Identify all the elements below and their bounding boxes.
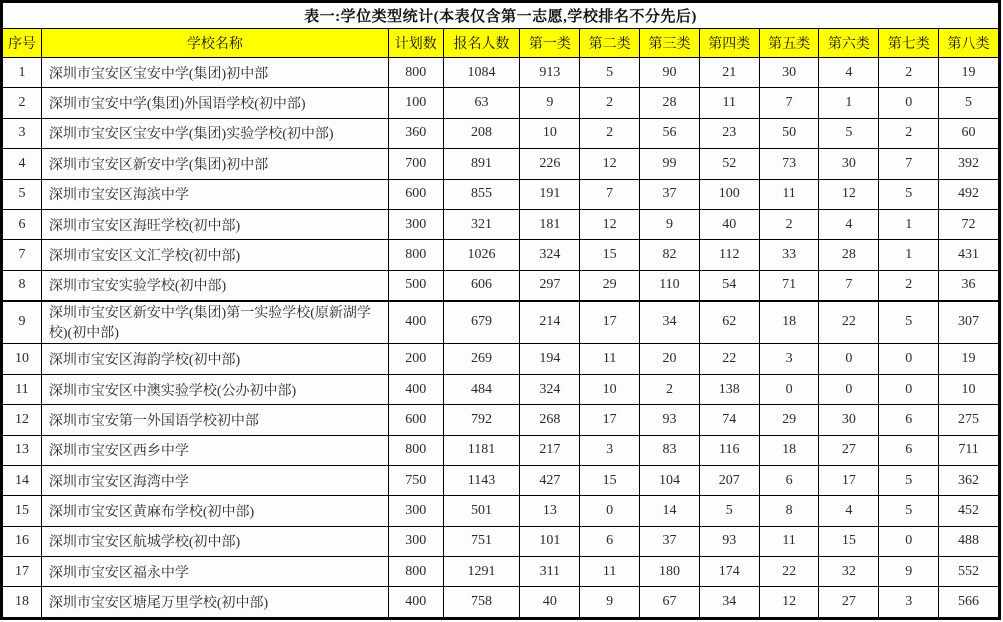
applicant-count-cell: 484 [443,374,520,404]
header-cell: 第三类 [640,29,700,58]
category-count-cell: 18 [759,301,819,344]
category-count-cell: 15 [580,465,640,495]
category-count-cell: 2 [580,88,640,118]
category-count-cell: 54 [699,270,759,300]
category-count-cell: 21 [699,58,759,88]
category-count-cell: 3 [580,435,640,465]
category-count-cell: 15 [580,240,640,270]
school-name-cell: 深圳市宝安实验学校(初中部) [41,270,388,300]
plan-count-cell: 500 [388,270,443,300]
table-row [3,88,999,118]
category-count-cell: 4 [819,209,879,239]
category-count-cell: 17 [580,405,640,435]
category-count-cell: 324 [520,374,580,404]
category-count-cell: 67 [640,587,700,618]
applicant-count-cell: 758 [443,587,520,618]
row-number-cell: 5 [3,179,42,209]
plan-count-cell: 400 [388,374,443,404]
category-count-cell: 5 [939,88,999,118]
category-count-cell: 56 [640,118,700,148]
category-count-cell: 0 [879,526,939,556]
school-name-cell: 深圳市宝安区宝安中学(集团)实验学校(初中部) [41,118,388,148]
row-number-cell: 7 [3,240,42,270]
category-count-cell: 194 [520,344,580,374]
category-count-cell: 27 [819,587,879,618]
row-number-cell: 11 [3,374,42,404]
category-count-cell: 5 [879,179,939,209]
category-count-cell: 62 [699,301,759,344]
category-count-cell: 12 [759,587,819,618]
header-cell: 第一类 [520,29,580,58]
school-name-cell: 深圳市宝安区海湾中学 [41,465,388,495]
category-count-cell: 0 [879,374,939,404]
category-count-cell: 214 [520,301,580,344]
school-name-cell: 深圳市宝安区宝安中学(集团)初中部 [41,58,388,88]
school-name-cell: 深圳市宝安中学(集团)外国语学校(初中部) [41,88,388,118]
header-cell: 第四类 [699,29,759,58]
category-count-cell: 11 [580,557,640,587]
category-count-cell: 7 [819,270,879,300]
category-count-cell: 110 [640,270,700,300]
category-count-cell: 0 [879,88,939,118]
applicant-count-cell: 321 [443,209,520,239]
school-name-cell: 深圳市宝安区海滨中学 [41,179,388,209]
category-count-cell: 1 [879,209,939,239]
category-count-cell: 0 [580,496,640,526]
applicant-count-cell: 855 [443,179,520,209]
applicant-count-cell: 1181 [443,435,520,465]
category-count-cell: 2 [879,58,939,88]
table-row [3,496,999,526]
category-count-cell: 72 [939,209,999,239]
category-count-cell: 2 [759,209,819,239]
category-count-cell: 22 [819,301,879,344]
category-count-cell: 32 [819,557,879,587]
applicant-count-cell: 679 [443,301,520,344]
category-count-cell: 5 [879,301,939,344]
row-number-cell: 1 [3,58,42,88]
plan-count-cell: 750 [388,465,443,495]
plan-count-cell: 600 [388,405,443,435]
category-count-cell: 174 [699,557,759,587]
row-number-cell: 12 [3,405,42,435]
category-count-cell: 100 [699,179,759,209]
row-number-cell: 15 [3,496,42,526]
category-count-cell: 23 [699,118,759,148]
category-count-cell: 6 [879,435,939,465]
category-count-cell: 6 [879,405,939,435]
school-name-cell: 深圳市宝安区航城学校(初中部) [41,526,388,556]
category-count-cell: 1 [819,88,879,118]
plan-count-cell: 300 [388,209,443,239]
category-count-cell: 5 [819,118,879,148]
header-cell: 第二类 [580,29,640,58]
category-count-cell: 12 [580,149,640,179]
category-count-cell: 37 [640,179,700,209]
category-count-cell: 488 [939,526,999,556]
table-row [3,374,999,404]
category-count-cell: 33 [759,240,819,270]
category-count-cell: 207 [699,465,759,495]
applicant-count-cell: 501 [443,496,520,526]
category-count-cell: 8 [759,496,819,526]
category-count-cell: 362 [939,465,999,495]
category-count-cell: 12 [819,179,879,209]
category-count-cell: 52 [699,149,759,179]
category-count-cell: 311 [520,557,580,587]
school-name-cell: 深圳市宝安区西乡中学 [41,435,388,465]
plan-count-cell: 700 [388,149,443,179]
category-count-cell: 566 [939,587,999,618]
table-row [3,465,999,495]
category-count-cell: 7 [580,179,640,209]
category-count-cell: 181 [520,209,580,239]
category-count-cell: 13 [520,496,580,526]
school-name-cell: 深圳市宝安区海旺学校(初中部) [41,209,388,239]
category-count-cell: 50 [759,118,819,148]
category-count-cell: 0 [879,344,939,374]
row-number-cell: 8 [3,270,42,300]
row-number-cell: 18 [3,587,42,618]
category-count-cell: 324 [520,240,580,270]
plan-count-cell: 300 [388,496,443,526]
table-row [3,587,999,618]
plan-count-cell: 800 [388,58,443,88]
category-count-cell: 9 [520,88,580,118]
category-count-cell: 29 [759,405,819,435]
category-count-cell: 34 [699,587,759,618]
applicant-count-cell: 1291 [443,557,520,587]
category-count-cell: 427 [520,465,580,495]
category-count-cell: 11 [759,179,819,209]
category-count-cell: 116 [699,435,759,465]
category-count-cell: 1 [879,240,939,270]
category-count-cell: 74 [699,405,759,435]
category-count-cell: 5 [879,465,939,495]
row-number-cell: 3 [3,118,42,148]
category-count-cell: 17 [580,301,640,344]
applicant-count-cell: 606 [443,270,520,300]
school-name-cell: 深圳市宝安区中澳实验学校(公办初中部) [41,374,388,404]
category-count-cell: 4 [819,58,879,88]
row-number-cell: 13 [3,435,42,465]
category-count-cell: 18 [759,435,819,465]
category-count-cell: 19 [939,58,999,88]
header-cell: 学校名称 [41,29,388,58]
category-count-cell: 226 [520,149,580,179]
category-count-cell: 27 [819,435,879,465]
table-row [3,405,999,435]
category-count-cell: 2 [879,118,939,148]
category-count-cell: 7 [759,88,819,118]
header-cell: 第五类 [759,29,819,58]
category-count-cell: 60 [939,118,999,148]
category-count-cell: 112 [699,240,759,270]
degree-type-statistics-table [2,2,999,618]
category-count-cell: 711 [939,435,999,465]
row-number-cell: 14 [3,465,42,495]
category-count-cell: 275 [939,405,999,435]
school-name-cell: 深圳市宝安第一外国语学校初中部 [41,405,388,435]
table-row [3,118,999,148]
row-number-cell: 6 [3,209,42,239]
category-count-cell: 37 [640,526,700,556]
category-count-cell: 913 [520,58,580,88]
category-count-cell: 71 [759,270,819,300]
plan-count-cell: 200 [388,344,443,374]
school-name-cell: 深圳市宝安区文汇学校(初中部) [41,240,388,270]
category-count-cell: 9 [879,557,939,587]
category-count-cell: 30 [819,149,879,179]
header-cell: 第七类 [879,29,939,58]
plan-count-cell: 400 [388,587,443,618]
row-number-cell: 9 [3,301,42,344]
category-count-cell: 10 [520,118,580,148]
school-name-cell: 深圳市宝安区福永中学 [41,557,388,587]
category-count-cell: 6 [580,526,640,556]
category-count-cell: 5 [879,496,939,526]
category-count-cell: 28 [640,88,700,118]
table-row [3,344,999,374]
plan-count-cell: 100 [388,88,443,118]
category-count-cell: 4 [819,496,879,526]
category-count-cell: 28 [819,240,879,270]
table-row [3,435,999,465]
category-count-cell: 0 [759,374,819,404]
category-count-cell: 22 [699,344,759,374]
category-count-cell: 40 [520,587,580,618]
school-name-cell: 深圳市宝安区新安中学(集团)第一实验学校(原新湖学校)(初中部) [41,301,388,344]
category-count-cell: 2 [580,118,640,148]
row-number-cell: 17 [3,557,42,587]
plan-count-cell: 360 [388,118,443,148]
category-count-cell: 268 [520,405,580,435]
plan-count-cell: 600 [388,179,443,209]
category-count-cell: 10 [580,374,640,404]
row-number-cell: 10 [3,344,42,374]
applicant-count-cell: 63 [443,88,520,118]
category-count-cell: 34 [640,301,700,344]
plan-count-cell: 400 [388,301,443,344]
category-count-cell: 82 [640,240,700,270]
category-count-cell: 431 [939,240,999,270]
table-row [3,209,999,239]
category-count-cell: 22 [759,557,819,587]
table-row [3,301,999,344]
category-count-cell: 297 [520,270,580,300]
category-count-cell: 29 [580,270,640,300]
category-count-cell: 552 [939,557,999,587]
table-row [3,557,999,587]
category-count-cell: 93 [640,405,700,435]
category-count-cell: 93 [699,526,759,556]
category-count-cell: 15 [819,526,879,556]
category-count-cell: 10 [939,374,999,404]
applicant-count-cell: 1026 [443,240,520,270]
table-row [3,179,999,209]
row-number-cell: 2 [3,88,42,118]
category-count-cell: 11 [699,88,759,118]
category-count-cell: 36 [939,270,999,300]
header-row [3,29,999,58]
category-count-cell: 3 [759,344,819,374]
table-row [3,270,999,300]
header-cell: 报名人数 [443,29,520,58]
applicant-count-cell: 891 [443,149,520,179]
category-count-cell: 5 [580,58,640,88]
category-count-cell: 9 [640,209,700,239]
row-number-cell: 4 [3,149,42,179]
category-count-cell: 307 [939,301,999,344]
applicant-count-cell: 792 [443,405,520,435]
category-count-cell: 452 [939,496,999,526]
category-count-cell: 2 [640,374,700,404]
school-name-cell: 深圳市宝安区塘尾万里学校(初中部) [41,587,388,618]
header-cell: 序号 [3,29,42,58]
category-count-cell: 138 [699,374,759,404]
category-count-cell: 11 [580,344,640,374]
category-count-cell: 90 [640,58,700,88]
category-count-cell: 180 [640,557,700,587]
header-cell: 计划数 [388,29,443,58]
plan-count-cell: 800 [388,240,443,270]
table-row [3,58,999,88]
category-count-cell: 191 [520,179,580,209]
category-count-cell: 83 [640,435,700,465]
applicant-count-cell: 269 [443,344,520,374]
category-count-cell: 11 [759,526,819,556]
plan-count-cell: 800 [388,557,443,587]
category-count-cell: 40 [699,209,759,239]
header-cell: 第六类 [819,29,879,58]
table-row [3,240,999,270]
category-count-cell: 392 [939,149,999,179]
category-count-cell: 0 [819,374,879,404]
category-count-cell: 2 [879,270,939,300]
category-count-cell: 0 [819,344,879,374]
applicant-count-cell: 208 [443,118,520,148]
table-title: 表一:学位类型统计(本表仅含第一志愿,学校排名不分先后) [3,3,999,29]
category-count-cell: 9 [580,587,640,618]
category-count-cell: 217 [520,435,580,465]
category-count-cell: 20 [640,344,700,374]
category-count-cell: 30 [819,405,879,435]
plan-count-cell: 300 [388,526,443,556]
row-number-cell: 16 [3,526,42,556]
category-count-cell: 14 [640,496,700,526]
applicant-count-cell: 751 [443,526,520,556]
category-count-cell: 104 [640,465,700,495]
table-row [3,149,999,179]
category-count-cell: 7 [879,149,939,179]
category-count-cell: 30 [759,58,819,88]
category-count-cell: 73 [759,149,819,179]
applicant-count-cell: 1143 [443,465,520,495]
table-row [3,526,999,556]
school-name-cell: 深圳市宝安区海韵学校(初中部) [41,344,388,374]
category-count-cell: 17 [819,465,879,495]
category-count-cell: 19 [939,344,999,374]
applicant-count-cell: 1084 [443,58,520,88]
category-count-cell: 5 [699,496,759,526]
school-name-cell: 深圳市宝安区黄麻布学校(初中部) [41,496,388,526]
header-cell: 第八类 [939,29,999,58]
title-row [3,3,999,29]
category-count-cell: 6 [759,465,819,495]
category-count-cell: 99 [640,149,700,179]
category-count-cell: 492 [939,179,999,209]
category-count-cell: 101 [520,526,580,556]
category-count-cell: 12 [580,209,640,239]
category-count-cell: 3 [879,587,939,618]
plan-count-cell: 800 [388,435,443,465]
school-name-cell: 深圳市宝安区新安中学(集团)初中部 [41,149,388,179]
